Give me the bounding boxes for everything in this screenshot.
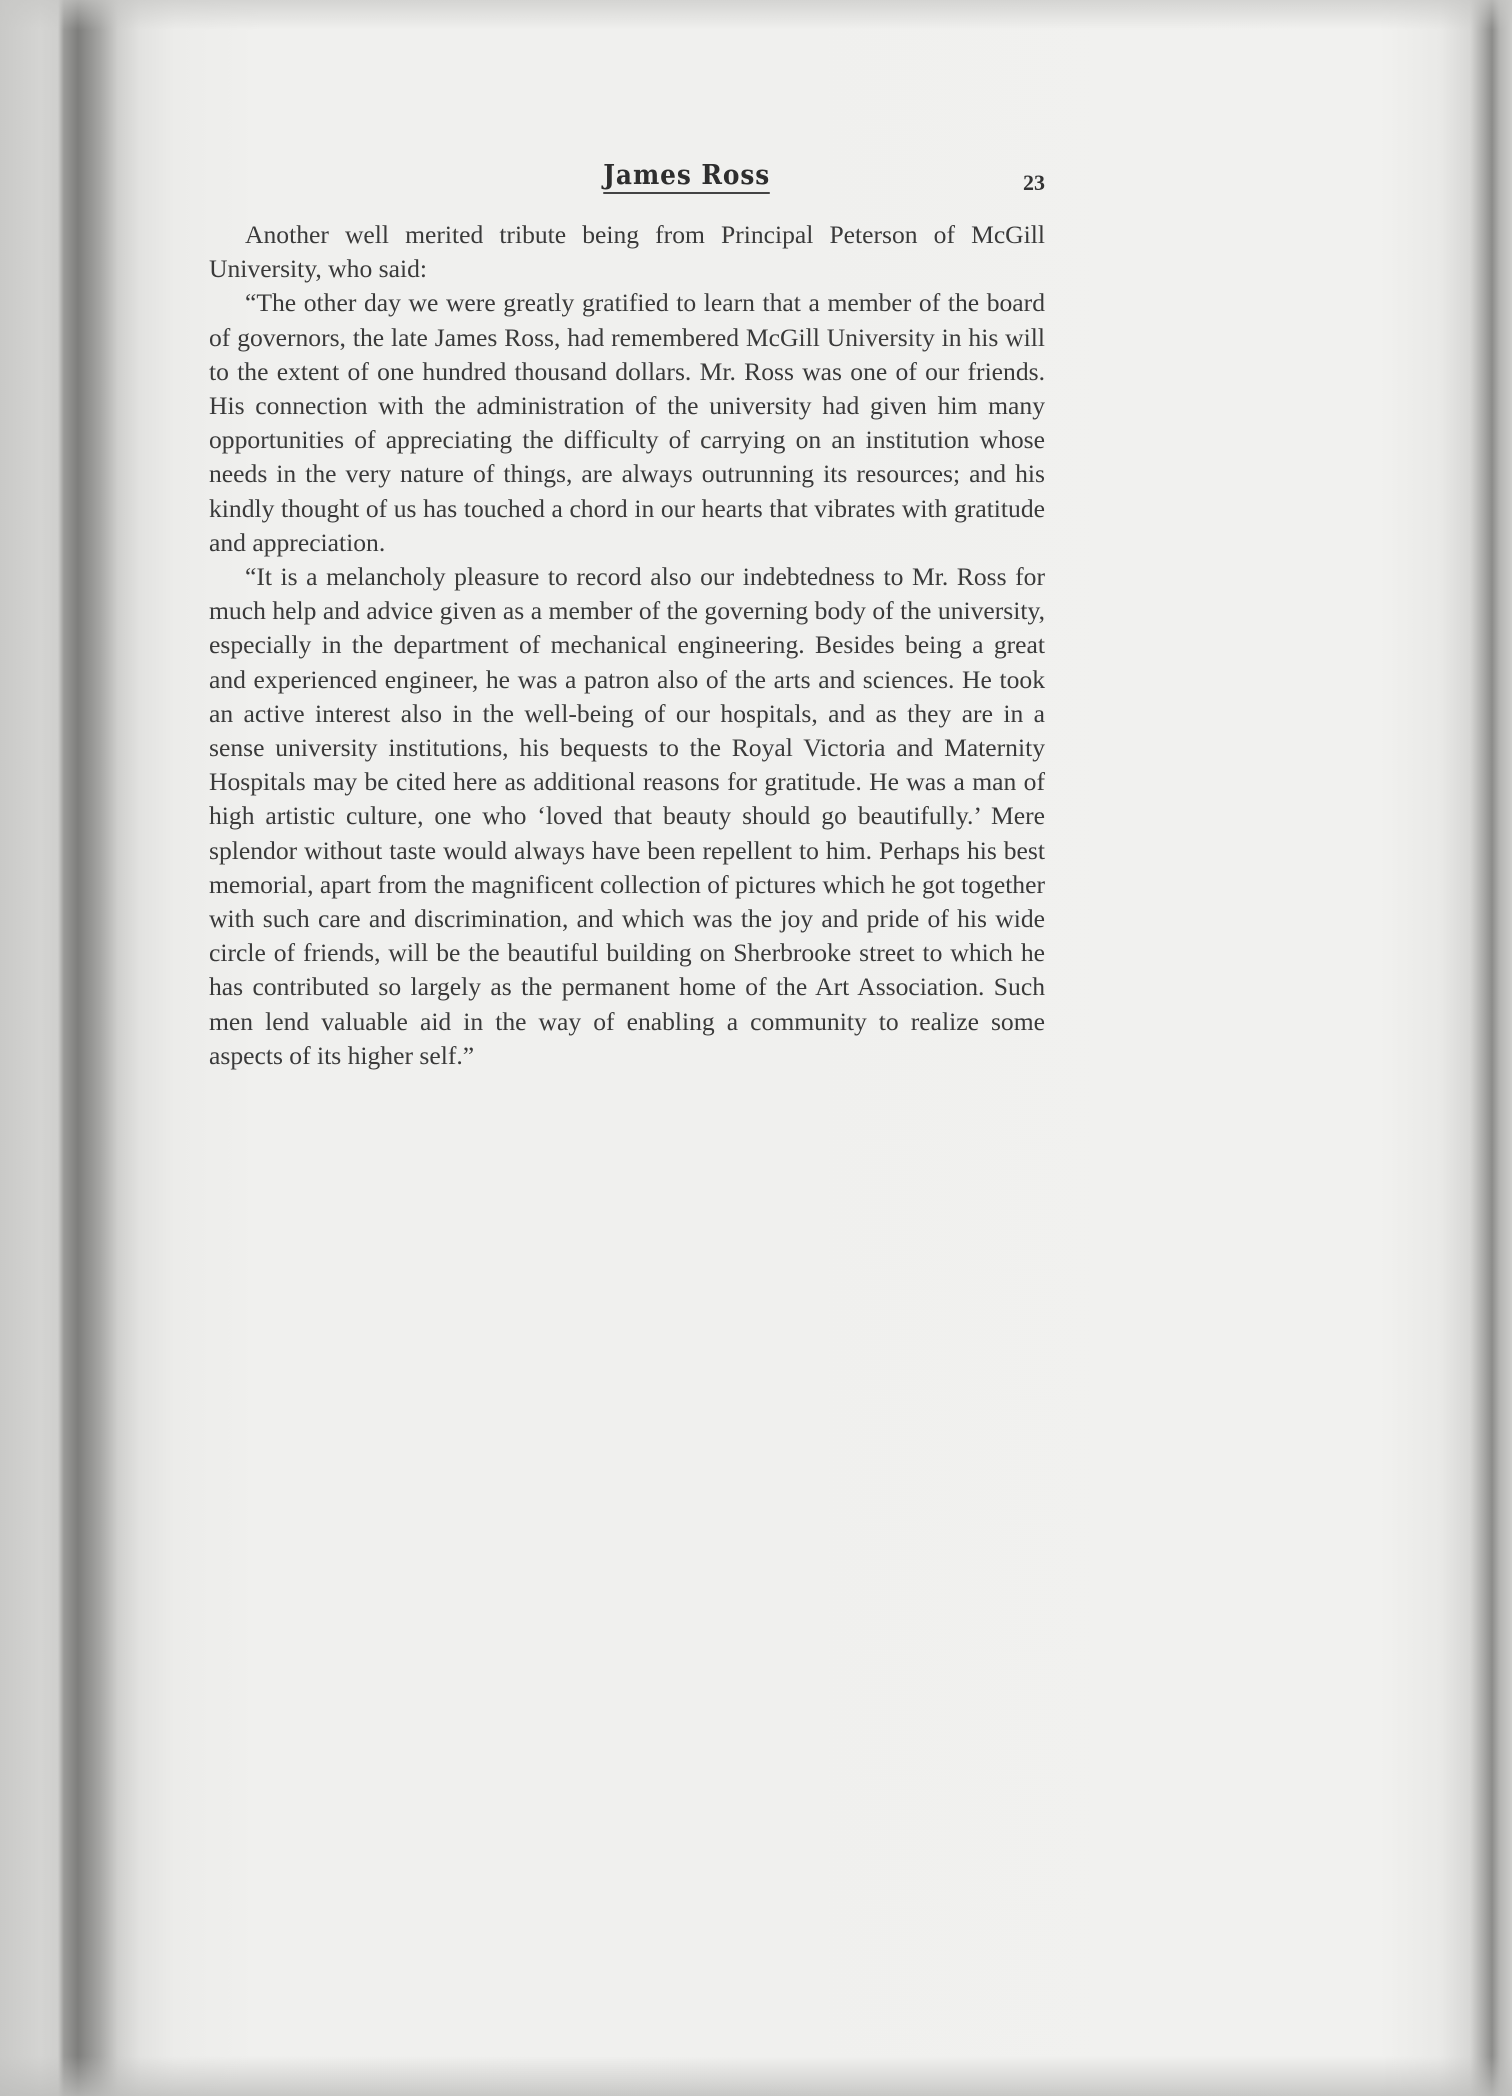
paragraph-intro: Another well merited tribute being from Principal Peterson of McGill University, who said: (209, 220, 1045, 284)
body-text (209, 218, 1045, 1073)
paragraph-quote-1: “The other day we were greatly gratified to learn that a member of the board of governors, the late James Ross, had remembered McGill University in his will to the extent of one hundred thousand dollars. Mr. Ross was one of our friends. His connection with the administration of the university had given him many opportunities of appreciating the difficulty of carrying on an institution whose needs in the very nature of things, are always outrunning its resources; and his kindly thought of us has touched a chord in our hearts that vibrates with gratitude and appreciation. (209, 288, 1045, 557)
page-header (209, 160, 1045, 210)
page-number: 23 (1023, 170, 1045, 195)
paragraph-quote-2: “It is a melancholy pleasure to record also our indebtedness to Mr. Ross for much help and advice given as a member of the governing body of the university, especially in the department of mechanical engineering. Besides being a great and experienced engineer, he was a patron also of the arts and sciences. He took an active interest also in the well-being of our hospitals, and as they are in a sense university institutions, his bequests to the Royal Victoria and Maternity Hospitals may be cited here as additional reasons for gratitude. He was a man of high artistic culture, one who ‘loved that beauty should go beautifully.’ Mere splendor without taste would always have been repellent to him. Perhaps his best memorial, apart from the magnificent collection of pictures which he got together with such care and discrimination, and which was the joy and pride of his wide circle of friends, will be the beautiful building on Sherbrooke street to which he has contributed so largely as the permanent home of the Art Association. Such men lend valuable aid in the way of enabling a community to realize some aspects of its higher self.” (209, 562, 1045, 1070)
running-title: James Ross (604, 160, 771, 194)
book-page (209, 160, 1045, 1073)
